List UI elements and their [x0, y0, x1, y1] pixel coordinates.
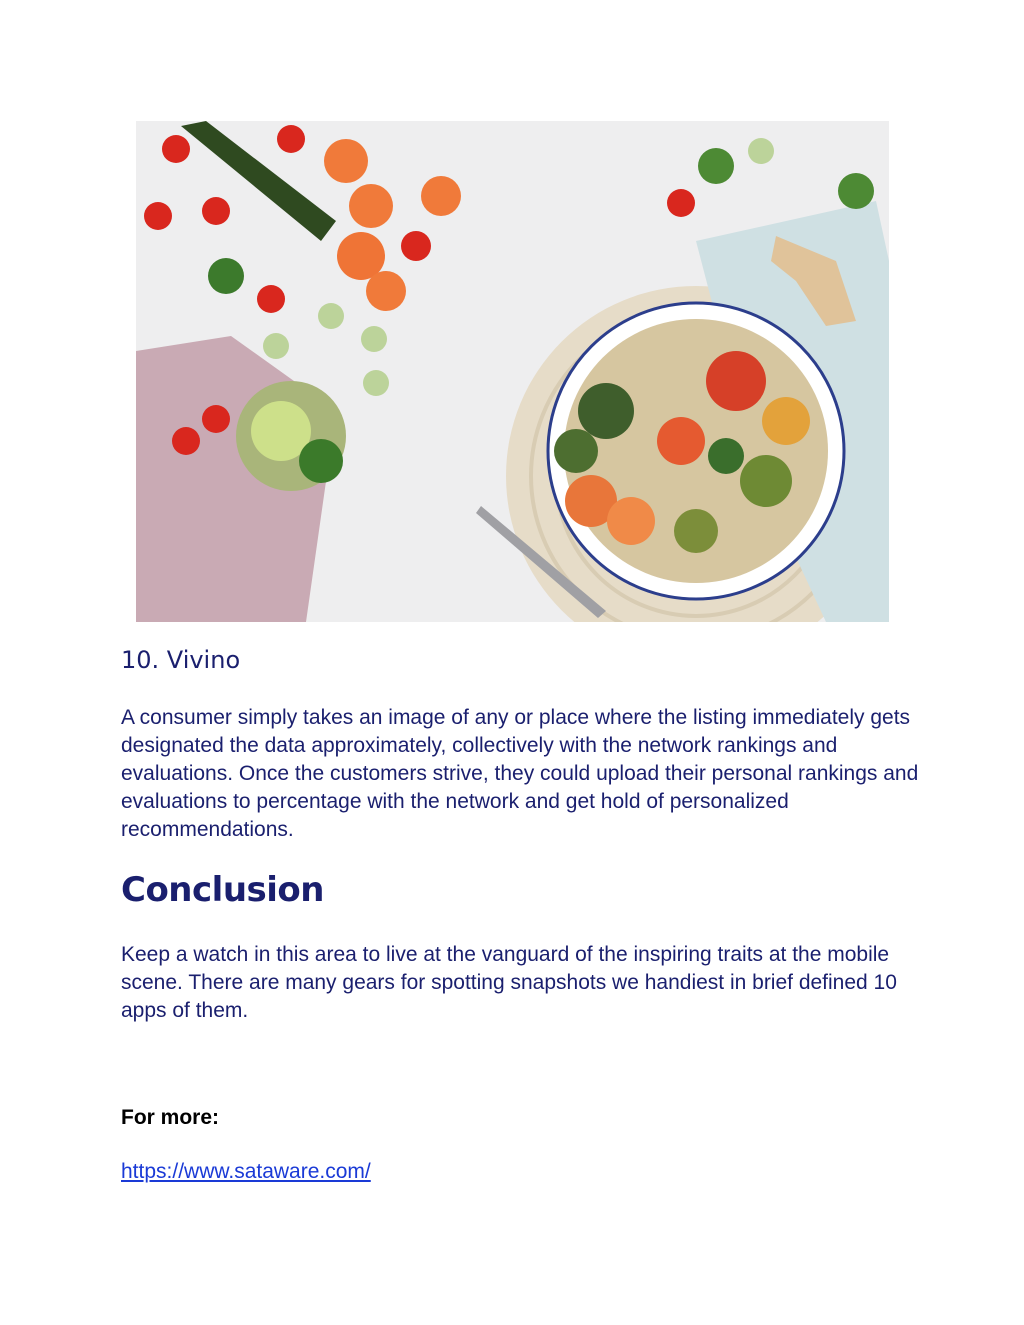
conclusion-heading: Conclusion	[121, 870, 324, 910]
for-more-label: For more:	[121, 1106, 220, 1129]
food-photo-illustration	[136, 121, 889, 622]
section-body: A consumer simply takes an image of any or place where the listing immediately gets designated the data approximately, collectively with the network rankings and evaluations. Once the customers strive, they could upload their personal rankings and evaluations to percentage with the network and get hold of personalized recommendations.	[121, 706, 919, 841]
section-title: 10. Vivino	[121, 646, 241, 674]
conclusion-body: Keep a watch in this area to live at the vanguard of the inspiring traits at the mobile scene. There are many gears for spotting snapshots we handiest in brief defined 10 apps of them.	[121, 943, 897, 1022]
website-link[interactable]: https://www.sataware.com/	[121, 1160, 371, 1183]
food-photo	[136, 121, 889, 622]
